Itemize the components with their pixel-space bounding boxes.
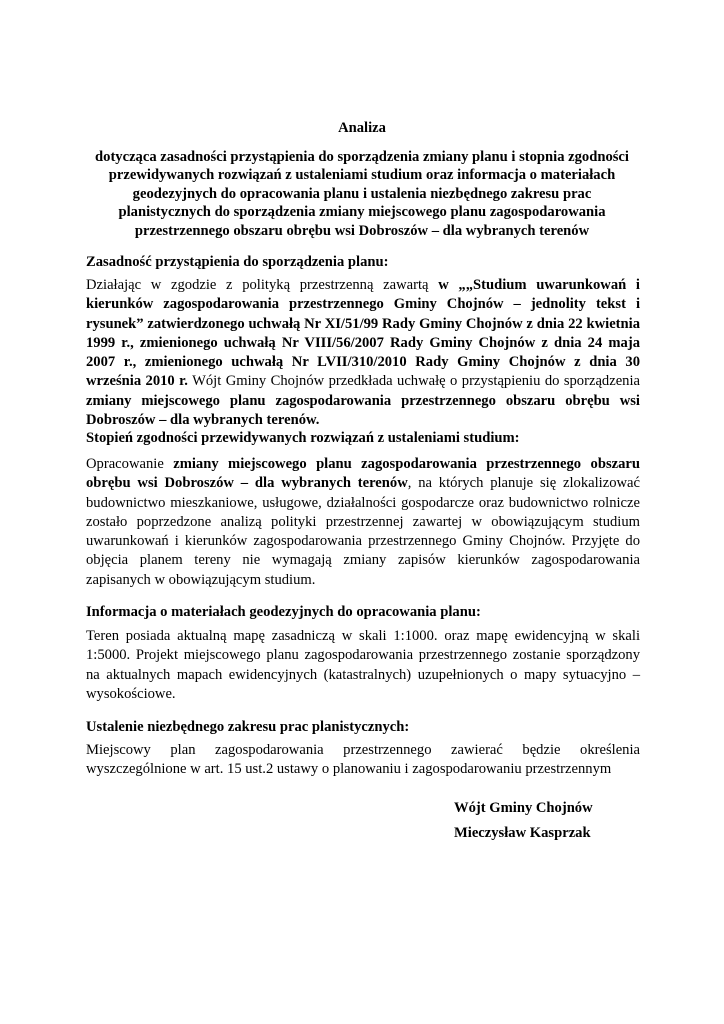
section-paragraph: Miejscowy plan zagospodarowania przestrzennego zawierać będzie określenia wyszczególnione w art. 15 ust.2 ustawy o planowaniu i zagospodarowaniu przestrzennym [86, 742, 640, 778]
paragraph-bold-text: zmiany miejscowego planu zagospodarowania przestrzennego obszaru obrębu wsi Dobroszów – dla wybranych terenów. [86, 392, 640, 429]
signature-name: Mieczysław Kasprzak [454, 825, 591, 841]
section-paragraph [86, 276, 640, 430]
section-heading: Zasadność przystąpienia do sporządzenia planu: [86, 254, 389, 270]
paragraph-bold-text: zmiany miejscowego planu zagospodarowania przestrzennego obszaru obrębu wsi Dobroszów – dla wybranych terenów [86, 456, 640, 492]
subtitle-line: dotycząca zasadności przystąpienia do sporządzenia zmiany planu i stopnia zgodności [95, 148, 629, 165]
section-heading: Informacja o materiałach geodezyjnych do opracowania planu: [86, 604, 481, 620]
paragraph-text: Opracowanie [86, 456, 174, 472]
paragraph-bold-text: w „„Studium uwarunkowań i kierunków zagospodarowania przestrzennego Gminy Chojnów – jednolity tekst i rysunek” zatwierdzonego uchwałą Nr XI/51/99 Rady Gminy Chojnów z dnia 22 kwietnia 1999 r., zmienionego uchwałą Nr VIII/56/2007 Rady Gminy Chojnów z dnia 24 maja 2007 r., zmienionego uchwałą Nr LVII/310/2010 Rady Gminy Chojnów z dnia 30 września 2010 r. [86, 277, 640, 390]
subtitle-line: przestrzennego obszaru obrębu wsi Dobroszów – dla wybranych terenów [134, 222, 590, 239]
paragraph-text: Wójt Gminy Chojnów przedkłada uchwałę o przystąpieniu do sporządzenia [187, 373, 640, 390]
document-title: Analiza [338, 120, 386, 136]
section-paragraph [86, 455, 640, 590]
section-heading: Ustalenie niezbędnego zakresu prac planistycznych: [86, 719, 410, 735]
signature-role: Wójt Gminy Chojnów [454, 800, 593, 816]
section-heading: Stopień zgodności przewidywanych rozwiązań z ustaleniami studium: [86, 430, 520, 446]
paragraph-text: Działając w zgodzie z polityką przestrzenną zawartą [86, 277, 439, 293]
subtitle-line: planistycznych do sporządzenia zmiany miejscowego planu zagospodarowania [118, 204, 606, 221]
document-title-block [84, 119, 640, 241]
paragraph-text: , na których planuje się zlokalizować budownictwo mieszkaniowe, usługowe, działalności gospodarcze oraz budownictwo rolnicze zostało poprzedzone analizą polityki przestrzennej zawartej w obowiązującym studium uwarunkowań i kierunków zagospodarowania przestrzennego Gminy Chojnów. Przyjęte do objęcia planem tereny nie wymagają zmiany zapisów kierunków zagospodarowania zapisanych w obowiązującym studium. [86, 475, 640, 588]
section-paragraph: Teren posiada aktualną mapę zasadniczą w skali 1:1000. oraz mapę ewidencyjną w skali 1:5000. Projekt miejscowego planu zagospodarowania przestrzennego zostanie sporządzony na aktualnych mapach ewidencyjnych (katastralnych) uzupełnionych o mapy sytuacyjno – wysokościowe. [86, 628, 640, 702]
subtitle-line: przewidywanych rozwiązań z ustaleniami studium oraz informacja o materiałach [108, 167, 616, 184]
subtitle-line: geodezyjnych do opracowania planu i ustalenia niezbędnego zakresu prac [132, 185, 592, 202]
